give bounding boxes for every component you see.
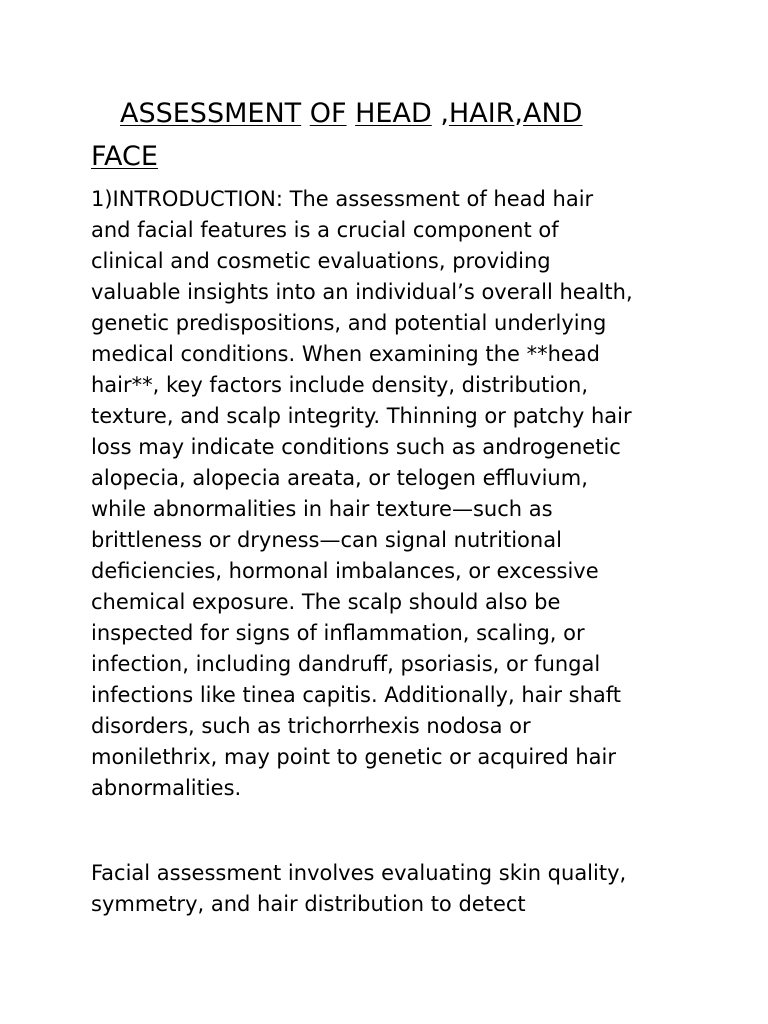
text-line: monilethrix, may point to genetic or acquired hair <box>91 745 616 769</box>
title-word-hair: HAIR <box>448 98 515 129</box>
document-title: ASSESSMENT OF HEAD ,HAIR,AND FACE <box>91 98 583 172</box>
text-line: genetic predispositions, and potential underlying <box>91 311 607 335</box>
title-word-assessment: ASSESSMENT <box>120 98 302 129</box>
text-line: hair**, key factors include density, distribution, <box>91 373 589 397</box>
text-line: clinical and cosmetic evaluations, providing <box>91 249 551 273</box>
text-line: disorders, such as trichorrhexis nodosa or <box>91 714 531 738</box>
text-line: infection, including dandruff, psoriasis, or fungal <box>91 652 601 676</box>
text-line: medical conditions. When examining the **head <box>91 342 600 366</box>
introduction-paragraph <box>91 184 691 804</box>
text-line: 1)INTRODUCTION: The assessment of head hair <box>91 187 594 211</box>
text-line: loss may indicate conditions such as androgenetic <box>91 435 621 459</box>
text-line: valuable insights into an individual’s overall health, <box>91 280 633 304</box>
text-line: deficiencies, hormonal imbalances, or excessive <box>91 559 599 583</box>
text-line: alopecia, alopecia areata, or telogen effluvium, <box>91 466 588 490</box>
text-line: while abnormalities in hair texture—such as <box>91 497 553 521</box>
title-word-and: AND <box>523 98 583 129</box>
text-line: symmetry, and hair distribution to detect <box>91 892 526 916</box>
title-word-face: FACE <box>91 141 158 172</box>
text-line: Facial assessment involves evaluating skin quality, <box>91 861 627 885</box>
text-line: chemical exposure. The scalp should also be <box>91 590 561 614</box>
title-word-of: OF <box>309 98 347 129</box>
text-line: inspected for signs of inflammation, scaling, or <box>91 621 585 645</box>
facial-assessment-paragraph <box>91 858 691 920</box>
text-line: brittleness or dryness—can signal nutritional <box>91 528 562 552</box>
text-line: texture, and scalp integrity. Thinning or patchy hair <box>91 404 632 428</box>
title-word-head: HEAD <box>355 98 432 129</box>
text-line: abnormalities. <box>91 776 242 800</box>
text-line: infections like tinea capitis. Additionally, hair shaft <box>91 683 622 707</box>
text-line: and facial features is a crucial component of <box>91 218 559 242</box>
